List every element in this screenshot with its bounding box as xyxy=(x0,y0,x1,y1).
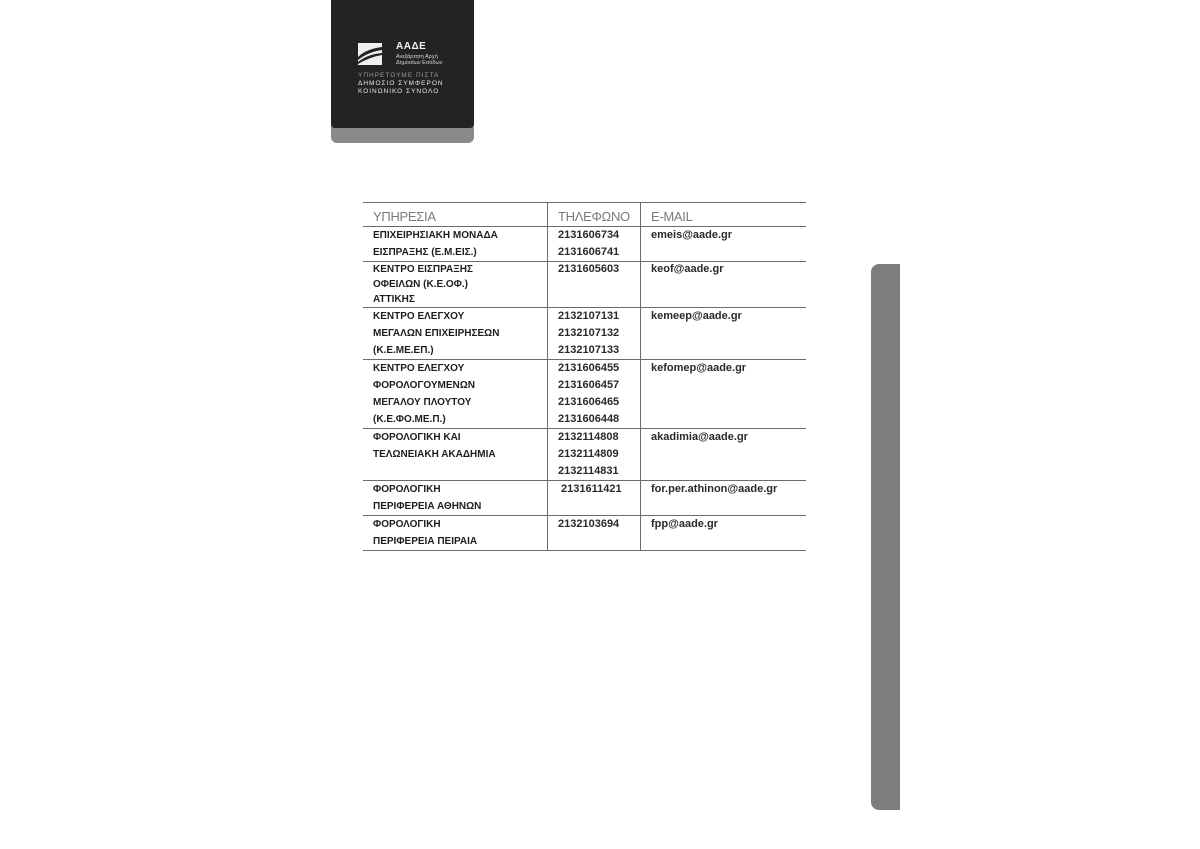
table-row xyxy=(363,429,806,481)
phone-number: 2132107133 xyxy=(558,344,620,356)
service-line: ΦΟΡΟΛΟΓΟΥΜΕΝΩΝ xyxy=(373,380,475,391)
phone-cell xyxy=(548,262,641,308)
column-header-service: ΥΠΗΡΕΣΙΑ xyxy=(363,203,548,227)
email-cell xyxy=(641,481,807,516)
email-address: for.per.athinon@aade.gr xyxy=(651,483,778,495)
table-row xyxy=(363,516,806,551)
service-line: ΑΤΤΙΚΗΣ xyxy=(373,294,415,305)
service-line: (Κ.Ε.ΜΕ.ΕΠ.) xyxy=(373,345,434,356)
service-line: ΦΟΡΟΛΟΓΙΚΗ xyxy=(373,519,441,530)
logo-motto-3: ΚΟΙΝΩΝΙΚΟ ΣΥΝΟΛΟ xyxy=(358,88,440,95)
service-line: ΜΕΓΑΛΟΥ ΠΛΟΥΤΟΥ xyxy=(373,397,472,408)
service-line: ΚΕΝΤΡΟ ΕΙΣΠΡΑΞΗΣ xyxy=(373,264,473,275)
table-row xyxy=(363,308,806,360)
service-cell xyxy=(363,262,548,308)
email-address: emeis@aade.gr xyxy=(651,229,733,241)
service-cell xyxy=(363,481,548,516)
service-cell xyxy=(363,429,548,481)
phone-number: 2131611421 xyxy=(561,483,622,495)
email-cell xyxy=(641,360,807,429)
service-line: ΚΕΝΤΡΟ ΕΛΕΓΧΟΥ xyxy=(373,311,465,322)
table-row xyxy=(363,481,806,516)
email-cell xyxy=(641,429,807,481)
service-line: ΟΦΕΙΛΩΝ (Κ.Ε.ΟΦ.) xyxy=(373,279,468,290)
phone-cell xyxy=(548,481,641,516)
phone-number: 2131605603 xyxy=(558,263,620,275)
service-line: ΦΟΡΟΛΟΓΙΚΗ ΚΑΙ xyxy=(373,432,461,443)
phone-cell xyxy=(548,360,641,429)
table-row xyxy=(363,227,806,262)
side-tab xyxy=(871,264,900,810)
logo-panel xyxy=(331,0,474,128)
contacts-table xyxy=(363,202,806,551)
phone-cell xyxy=(548,516,641,551)
phone-number: 2132107131 xyxy=(558,310,620,322)
service-cell xyxy=(363,516,548,551)
service-line: ΠΕΡΙΦΕΡΕΙΑ ΠΕΙΡΑΙΑ xyxy=(373,536,478,547)
email-address: kemeep@aade.gr xyxy=(651,310,742,322)
service-line: ΕΠΙΧΕΙΡΗΣΙΑΚΗ ΜΟΝΑΔΑ xyxy=(373,230,498,241)
service-line: ΦΟΡΟΛΟΓΙΚΗ xyxy=(373,484,441,495)
service-line: ΤΕΛΩΝΕΙΑΚΗ ΑΚΑΔΗΜΙΑ xyxy=(373,449,496,460)
service-line: ΜΕΓΑΛΩΝ ΕΠΙΧΕΙΡΗΣΕΩΝ xyxy=(373,328,500,339)
email-address: keof@aade.gr xyxy=(651,263,724,275)
phone-number: 2131606455 xyxy=(558,362,620,374)
table-header-row xyxy=(363,203,806,227)
email-address: fpp@aade.gr xyxy=(651,518,718,530)
aade-logo xyxy=(331,0,474,143)
logo-subtitle-2: Δημοσίων Εσόδων xyxy=(396,60,443,66)
email-cell xyxy=(641,516,807,551)
email-address: akadimia@aade.gr xyxy=(651,431,748,443)
service-cell xyxy=(363,308,548,360)
phone-number: 2132103694 xyxy=(558,518,620,530)
service-line: ΕΙΣΠΡΑΞΗΣ (Ε.Μ.ΕΙΣ.) xyxy=(373,247,477,258)
logo-motto-1: ΥΠΗΡΕΤΟΥΜΕ ΠΙΣΤΑ xyxy=(358,72,440,79)
phone-number: 2131606465 xyxy=(558,396,620,408)
column-header-email: E-MAIL xyxy=(641,203,807,227)
logo-name: ΑΑΔΕ xyxy=(396,41,427,52)
logo-subtitle-1: Ανεξάρτητη Αρχή xyxy=(396,54,438,60)
service-line: ΚΕΝΤΡΟ ΕΛΕΓΧΟΥ xyxy=(373,363,465,374)
email-address: kefomep@aade.gr xyxy=(651,362,747,374)
phone-number: 2132114809 xyxy=(558,448,619,460)
phone-cell xyxy=(548,429,641,481)
logo-motto-2: ΔΗΜΟΣΙΟ ΣΥΜΦΕΡΟΝ xyxy=(358,80,444,87)
phone-number: 2132114808 xyxy=(558,431,619,443)
email-cell xyxy=(641,227,807,262)
column-header-phone: ΤΗΛΕΦΩΝΟ xyxy=(548,203,641,227)
phone-cell xyxy=(548,308,641,360)
phone-number: 2132107132 xyxy=(558,327,620,339)
email-cell xyxy=(641,308,807,360)
email-cell xyxy=(641,262,807,308)
aade-emblem-icon xyxy=(358,43,382,65)
phone-number: 2131606457 xyxy=(558,379,620,391)
service-line: (Κ.Ε.ΦΟ.ΜΕ.Π.) xyxy=(373,414,446,425)
phone-cell xyxy=(548,227,641,262)
table-row xyxy=(363,262,806,308)
phone-number: 2132114831 xyxy=(558,465,619,477)
table-row xyxy=(363,360,806,429)
phone-number: 2131606741 xyxy=(558,246,620,258)
service-cell xyxy=(363,360,548,429)
phone-number: 2131606448 xyxy=(558,413,620,425)
service-line: ΠΕΡΙΦΕΡΕΙΑ ΑΘΗΝΩΝ xyxy=(373,501,482,512)
service-cell xyxy=(363,227,548,262)
phone-number: 2131606734 xyxy=(558,229,620,241)
